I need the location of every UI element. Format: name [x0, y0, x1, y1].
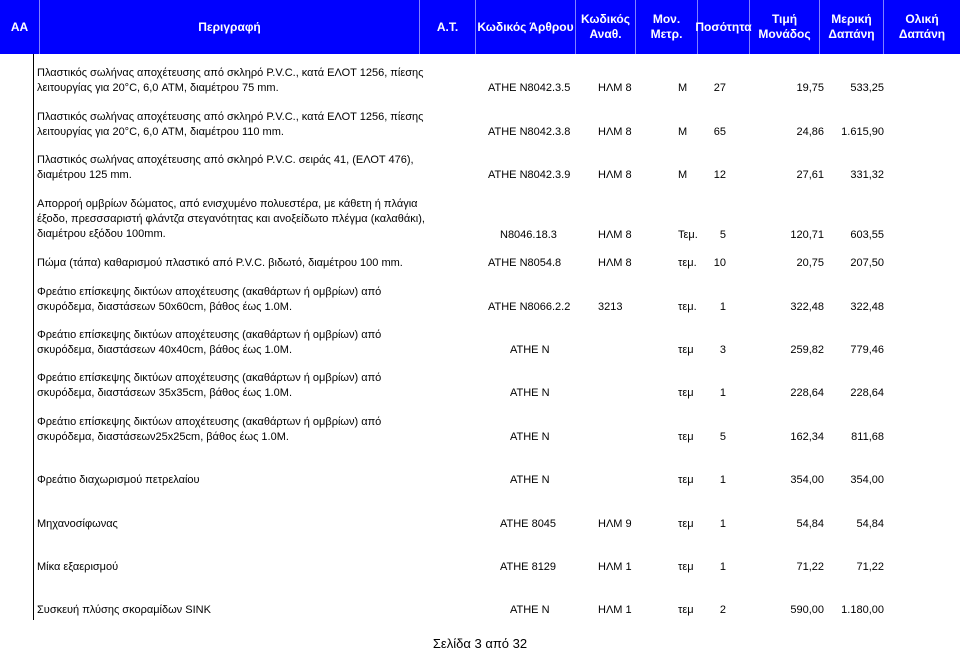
row-unit: τεμ. — [678, 301, 697, 313]
col-unit-price: Τιμή Μονάδος — [750, 0, 820, 54]
col-total-cost: Ολική Δαπάνη — [898, 12, 946, 41]
row-revision: ΗΛΜ 8 — [598, 126, 632, 138]
row-description: Πλαστικός σωλήνας αποχέτευσης από σκληρό P.V.C., κατά ΕΛΟΤ 1256, πίεσης λειτουργίας για 20°C, 6,0 ΑΤΜ, διαμέτρου 110 mm. — [37, 111, 424, 138]
row-qty: 1 — [719, 301, 726, 313]
row-revision: ΗΛΜ 8 — [598, 169, 632, 181]
row-total: 354,00 — [850, 474, 884, 486]
row-total: 207,50 — [850, 257, 884, 269]
row-revision: ΗΛΜ 1 — [598, 561, 632, 573]
row-unit: Μ — [678, 169, 688, 181]
row-total: 533,25 — [850, 82, 884, 94]
row-article: ΑΤΗΕ Ν8066.2.2 — [488, 301, 571, 313]
row-article: ΑΤΗΕ Ν8054.8 — [488, 257, 562, 269]
row-description: Φρεάτιο επίσκεψης δικτύων αποχέτευσης (ακαθάρτων ή ομβρίων) από σκυρόδεμα, διαστάσεων 35x35cm, βάθος έως 1.0Μ. — [37, 372, 382, 399]
row-article: ΑΤΗΕ Ν — [510, 604, 550, 616]
row-total: 811,68 — [851, 431, 884, 443]
col-article-code: Κωδικός Άρθρου — [476, 0, 576, 54]
row-total: 1.180,00 — [841, 604, 884, 616]
row-unit: τεμ — [678, 518, 694, 530]
row-price: 322,48 — [790, 301, 824, 313]
row-article: ΑΤΗΕ Ν — [510, 387, 550, 399]
row-description: Μίκα εξαερισμού — [37, 561, 119, 573]
col-aa: AA — [0, 0, 40, 54]
row-qty: 3 — [719, 344, 726, 356]
row-description: Πλαστικός σωλήνας αποχέτευσης από σκληρό P.V.C., κατά ΕΛΟΤ 1256, πίεσης λειτουργίας για 20°C, 6,0 ΑΤΜ, διαμέτρου 75 mm. — [37, 67, 424, 94]
row-description: Φρεάτιο επίσκεψης δικτύων αποχέτευσης (ακαθάρτων ή ομβρίων) από σκυρόδεμα, διαστάσεων25x25cm, βάθος έως 1.0Μ. — [37, 416, 382, 443]
row-qty: 1 — [719, 387, 726, 399]
row-price: 228,64 — [790, 387, 824, 399]
col-quantity: Ποσότητα — [698, 0, 750, 54]
row-article: ΑΤΗΕ 8045 — [500, 518, 557, 530]
table-left-border — [33, 54, 34, 620]
page-number: Σελίδα 3 από 32 — [432, 636, 528, 651]
row-price: 19,75 — [796, 82, 824, 94]
row-qty: 65 — [713, 126, 726, 138]
row-total: 779,46 — [850, 344, 884, 356]
col-revision-code: Κωδικός Αναθ. — [576, 0, 636, 54]
row-total: 322,48 — [850, 301, 884, 313]
row-unit: τεμ — [678, 604, 694, 616]
row-article: ΑΤΗΕ 8129 — [500, 561, 557, 573]
row-qty: 1 — [719, 474, 726, 486]
row-unit: τεμ. — [678, 257, 697, 269]
row-article: ΑΤΗΕ Ν8042.3.5 — [488, 82, 571, 94]
row-article: ΑΤΗΕ Ν8042.3.9 — [488, 169, 571, 181]
row-description: Συσκευή πλύσης σκοραμίδων SINK — [37, 604, 211, 616]
row-qty: 1 — [719, 518, 726, 530]
row-price: 71,22 — [796, 561, 824, 573]
row-description: Φρεάτιο διαχωρισμού πετρελαίου — [37, 474, 200, 486]
row-description: Πώμα (τάπα) καθαρισμού πλαστικό από P.V.C. βιδωτό, διαμέτρου 100 mm. — [37, 257, 403, 269]
row-article: Ν8046.18.3 — [500, 229, 557, 241]
row-description: Μηχανοσίφωνας — [37, 518, 118, 530]
row-revision: 3213 — [598, 301, 623, 313]
row-qty: 1 — [719, 561, 726, 573]
row-qty: 5 — [719, 431, 726, 443]
row-qty: 10 — [713, 257, 726, 269]
row-total: 71,22 — [856, 561, 884, 573]
row-total: 603,55 — [850, 229, 884, 241]
col-partial-cost: Μερική Δαπάνη — [820, 0, 884, 54]
row-price: 54,84 — [796, 518, 824, 530]
col-at: Α.Τ. — [420, 0, 476, 54]
col-unit: Μον. Μετρ. — [636, 0, 698, 54]
col-description: Περιγραφή — [40, 0, 420, 54]
row-unit: τεμ — [678, 431, 694, 443]
row-price: 259,82 — [790, 344, 824, 356]
row-price: 590,00 — [790, 604, 824, 616]
row-total: 54,84 — [856, 518, 884, 530]
row-article: ΑΤΗΕ Ν — [510, 474, 550, 486]
row-revision: ΗΛΜ 8 — [598, 257, 632, 269]
row-price: 120,71 — [790, 229, 824, 241]
row-price: 162,34 — [790, 431, 824, 443]
row-revision: ΗΛΜ 8 — [598, 82, 632, 94]
row-unit: τεμ — [678, 344, 694, 356]
row-total: 228,64 — [850, 387, 884, 399]
row-description: Φρεάτιο επίσκεψης δικτύων αποχέτευσης (ακαθάρτων ή ομβρίων) από σκυρόδεμα, διαστάσεων 40x40cm, βάθος έως 1.0Μ. — [37, 329, 382, 356]
row-total: 1.615,90 — [841, 126, 884, 138]
row-price: 20,75 — [796, 257, 824, 269]
row-unit: τεμ — [678, 474, 694, 486]
row-qty: 2 — [719, 604, 726, 616]
row-article: ΑΤΗΕ Ν8042.3.8 — [488, 126, 571, 138]
row-article: ΑΤΗΕ Ν — [510, 344, 550, 356]
row-qty: 27 — [713, 82, 726, 94]
table-header — [0, 0, 960, 54]
row-price: 354,00 — [790, 474, 824, 486]
row-revision: ΗΛΜ 1 — [598, 604, 632, 616]
row-total: 331,32 — [850, 169, 884, 181]
row-description: Απορροή ομβρίων δώματος, από ενισχυμένο πολυεστέρα, με κάθετη ή πλάγια έξοδο, πρεσσσαριστή φλάντζα στεγανότητας και ανοξείδωτο πλέγμα (καλαθάκι), διαμέτρου εξόδου 100mm. — [37, 198, 425, 240]
row-qty: 5 — [719, 229, 726, 241]
row-unit: Μ — [678, 82, 688, 94]
row-price: 27,61 — [796, 169, 824, 181]
row-unit: τεμ — [678, 387, 694, 399]
row-unit: Τεμ. — [678, 229, 698, 241]
row-description: Φρεάτιο επίσκεψης δικτύων αποχέτευσης (ακαθάρτων ή ομβρίων) από σκυρόδεμα, διαστάσεων 50x60cm, βάθος έως 1.0Μ. — [37, 286, 382, 313]
row-revision: ΗΛΜ 8 — [598, 229, 632, 241]
row-qty: 12 — [713, 169, 726, 181]
row-revision: ΗΛΜ 9 — [598, 518, 632, 530]
row-unit: Μ — [678, 126, 688, 138]
row-article: ΑΤΗΕ Ν — [510, 431, 550, 443]
row-price: 24,86 — [796, 126, 824, 138]
row-unit: τεμ — [678, 561, 694, 573]
row-description: Πλαστικός σωλήνας αποχέτευσης από σκληρό P.V.C. σειράς 41, (ΕΛΟΤ 476), διαμέτρου 125 mm. — [37, 154, 414, 181]
